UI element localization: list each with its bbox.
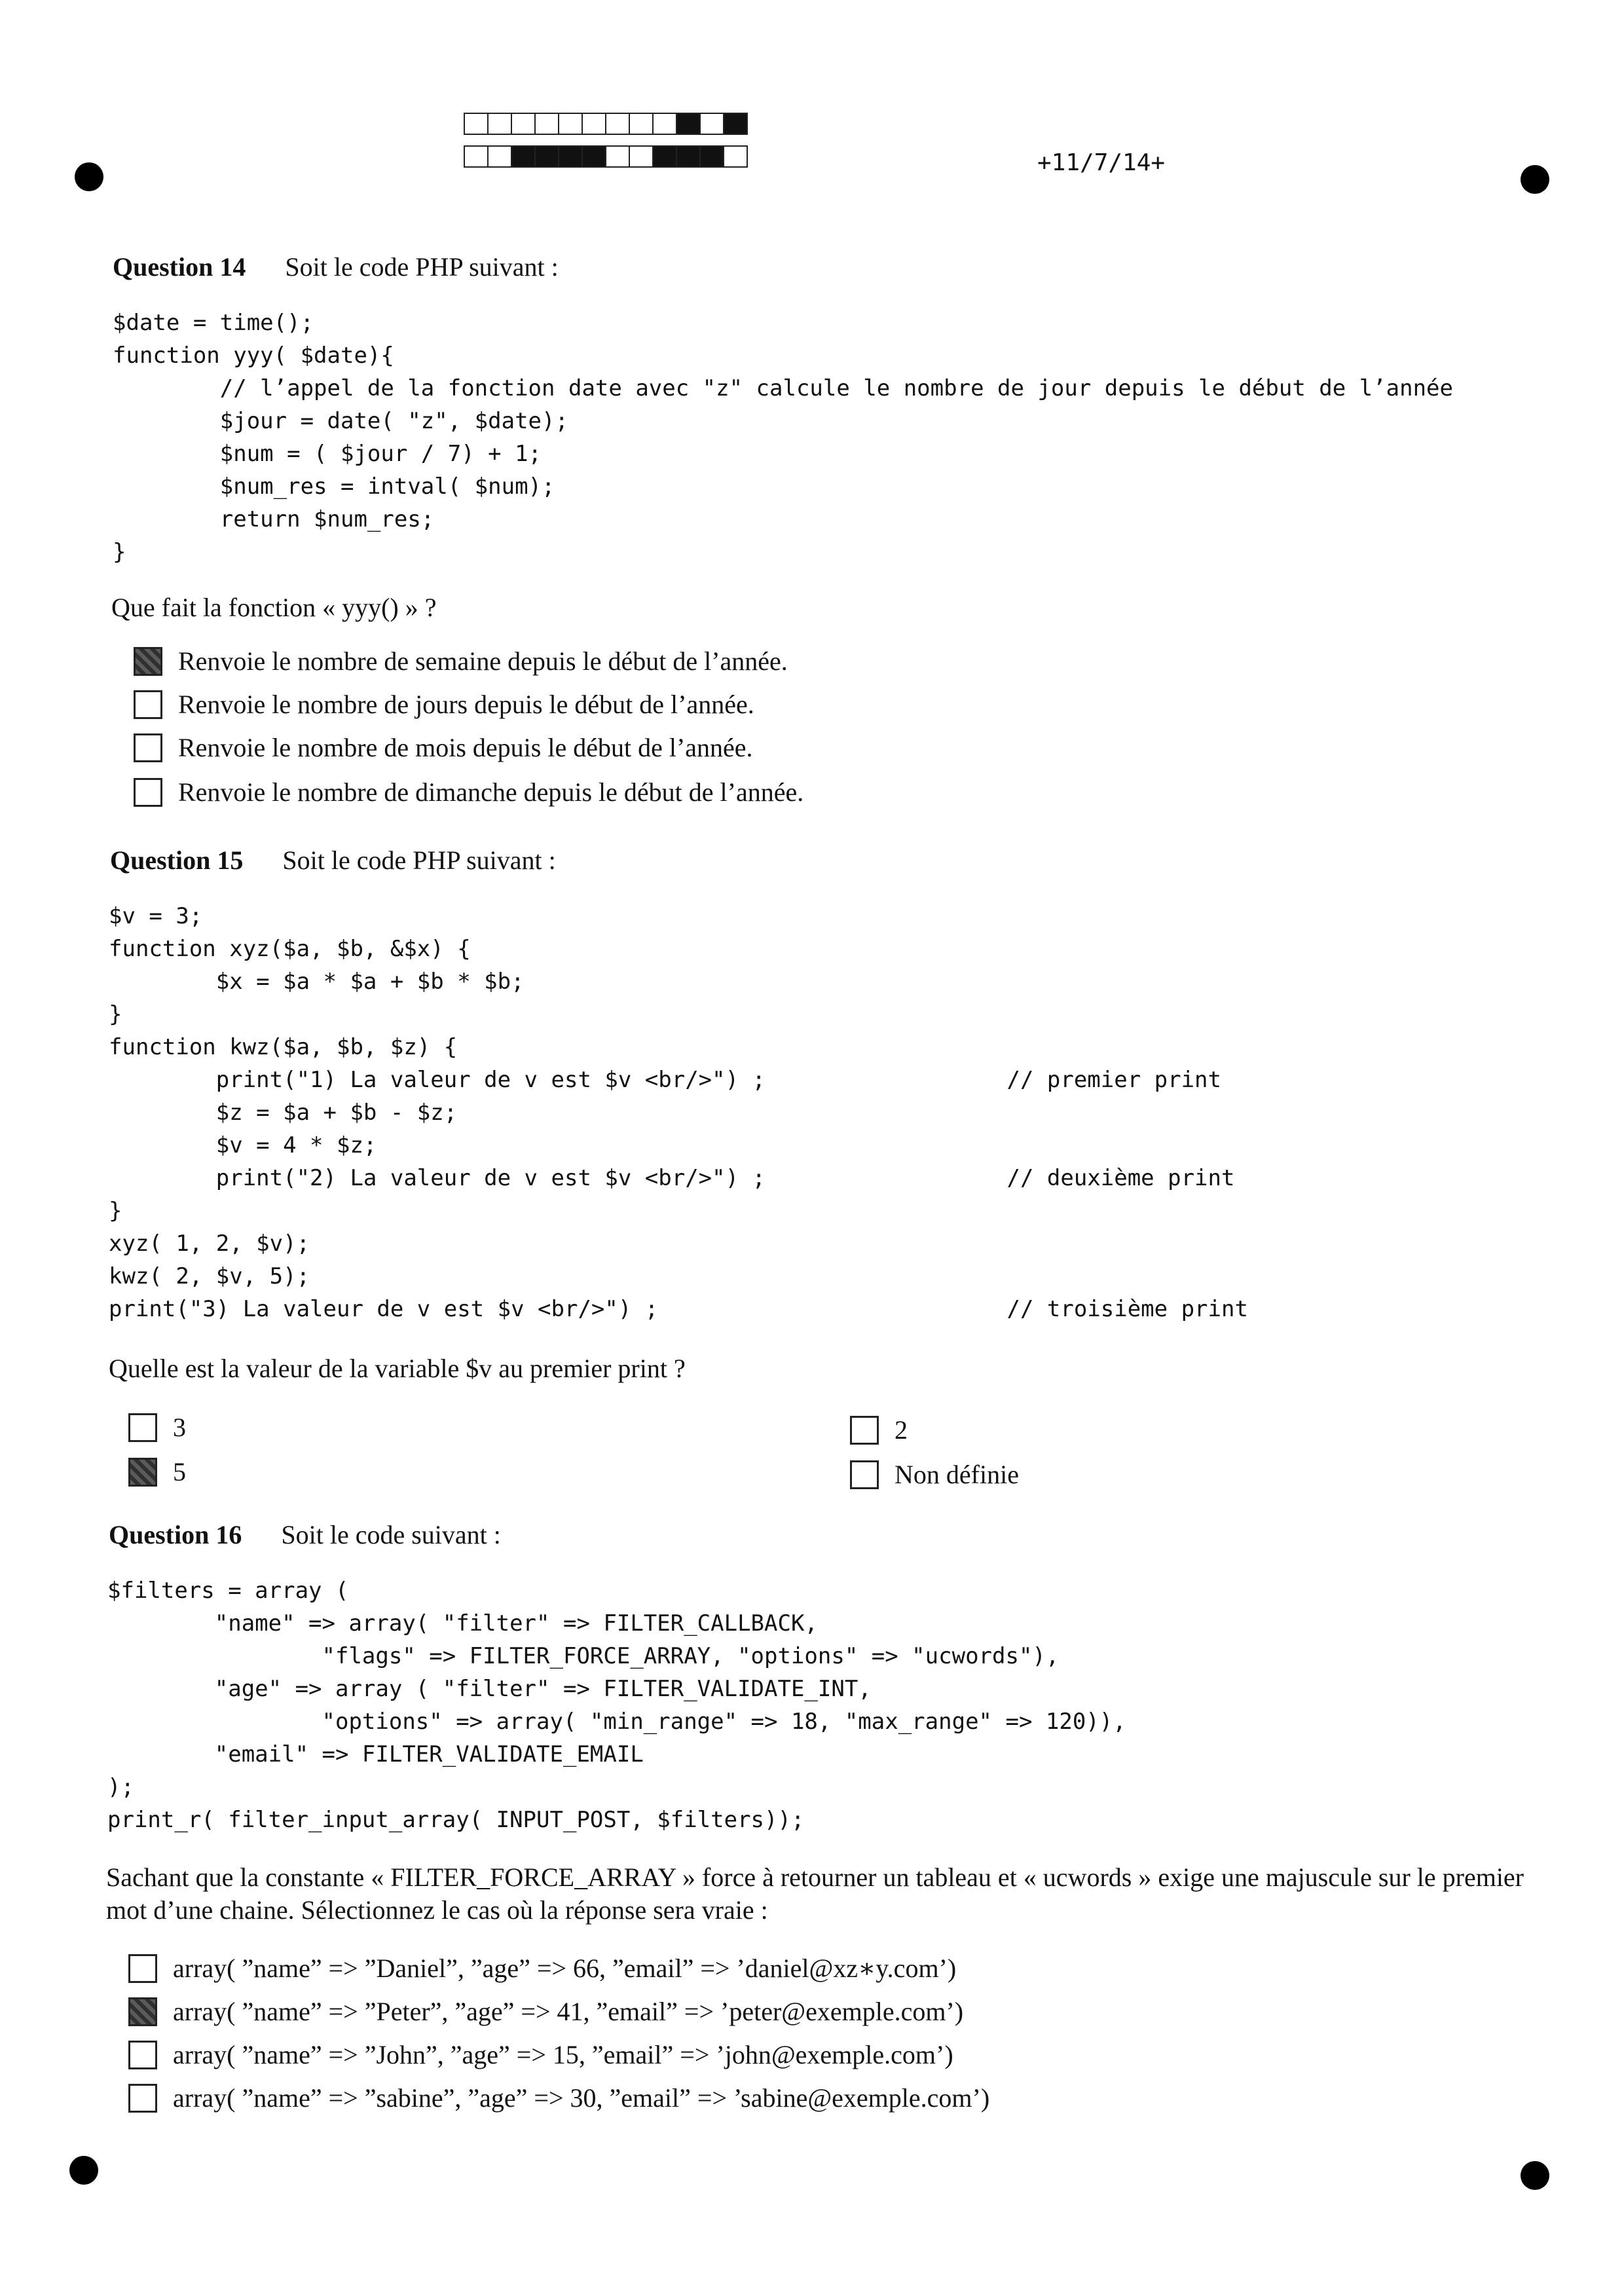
- barcode-row-bottom: [464, 145, 747, 168]
- question-16-prompt: Sachant que la constante « FILTER_FORCE_ARRAY » force à retourner un tableau et « ucwords » exige une majuscule sur le premier mot d’une chaine. Sélectionnez le cas où la réponse sera vraie :: [106, 1862, 1524, 1925]
- barcode-cell: [676, 145, 701, 168]
- barcode-cell: [699, 145, 724, 168]
- question-16-title: Soit le code suivant :: [281, 1520, 501, 1549]
- question-15-number: Question 15: [110, 845, 244, 875]
- question-14-number: Question 14: [113, 252, 246, 282]
- barcode-cell: [629, 113, 654, 135]
- option-label: 2: [895, 1415, 908, 1445]
- question-14-option-3[interactable]: [134, 732, 753, 763]
- registration-mark-top-right: [1521, 165, 1549, 194]
- barcode-row-top: [464, 113, 747, 135]
- option-label: Renvoie le nombre de semaine depuis le début de l’année.: [178, 646, 788, 676]
- checkbox[interactable]: [134, 690, 162, 719]
- option-label: Renvoie le nombre de mois depuis le début de l’année.: [178, 733, 753, 762]
- checkbox[interactable]: [134, 647, 162, 676]
- registration-mark-bottom-left: [69, 2156, 98, 2185]
- barcode-cell: [676, 113, 701, 135]
- barcode-cell: [629, 145, 654, 168]
- checkbox[interactable]: [128, 2041, 157, 2069]
- option-label: array( ”name” => ”Peter”, ”age” => 41, ”email” => ’peter@exemple.com’): [173, 1997, 964, 2026]
- question-14-heading: [113, 251, 559, 282]
- checkbox[interactable]: [128, 1458, 157, 1487]
- barcode-cell: [581, 145, 606, 168]
- barcode-cell: [605, 145, 630, 168]
- question-16-number: Question 16: [109, 1520, 242, 1549]
- checkbox[interactable]: [850, 1416, 879, 1445]
- barcode-cell: [464, 113, 489, 135]
- page-id: +11/7/14+: [1037, 149, 1166, 176]
- question-15-option-a[interactable]: [128, 1412, 186, 1443]
- option-label: Renvoie le nombre de jours depuis le début de l’année.: [178, 690, 754, 719]
- registration-mark-bottom-right: [1521, 2161, 1549, 2190]
- barcode-cell: [511, 145, 536, 168]
- question-16-option-2[interactable]: [128, 1996, 963, 2027]
- question-15-title: Soit le code PHP suivant :: [282, 845, 556, 875]
- question-16-option-3[interactable]: [128, 2039, 953, 2070]
- question-15-option-b[interactable]: [850, 1415, 908, 1445]
- option-label: Renvoie le nombre de dimanche depuis le début de l’année.: [178, 777, 804, 807]
- checkbox[interactable]: [850, 1460, 879, 1489]
- question-16-code: $filters = array ( "name" => array( "filter" => FILTER_CALLBACK, "flags" => FILTER_FORCE_ARRAY, "options" => "ucwords"), "age" => array ( "filter" => FILTER_VALIDATE_INT, "options" => array( "min_range" => 18, "max_range" => 120)), "email" => FILTER_VALIDATE_EMAIL ); print_r( filter_input_array( INPUT_POST, $filters));: [107, 1578, 1126, 1833]
- barcode-cell: [605, 113, 630, 135]
- barcode-cell: [699, 113, 724, 135]
- question-15-option-d[interactable]: [850, 1459, 1019, 1490]
- barcode-cell: [487, 145, 512, 168]
- question-15-option-c[interactable]: [128, 1456, 186, 1487]
- barcode-cell: [723, 145, 748, 168]
- checkbox[interactable]: [128, 1997, 157, 2026]
- barcode-cell: [534, 113, 559, 135]
- barcode-cell: [558, 113, 583, 135]
- option-label: array( ”name” => ”sabine”, ”age” => 30, ”email” => ’sabine@exemple.com’): [173, 2083, 990, 2113]
- barcode-cell: [723, 113, 748, 135]
- option-label: array( ”name” => ”Daniel”, ”age” => 66, ”email” => ’daniel@xz∗y.com’): [173, 1953, 957, 1983]
- barcode-cell: [464, 145, 489, 168]
- option-label: 3: [173, 1413, 186, 1442]
- option-label: Non définie: [895, 1460, 1019, 1489]
- question-16-option-1[interactable]: [128, 1953, 956, 1984]
- question-14-prompt: Que fait la fonction « yyy() » ?: [111, 593, 437, 622]
- checkbox[interactable]: [128, 1954, 157, 1983]
- barcode-cell: [534, 145, 559, 168]
- question-15-prompt: Quelle est la valeur de la variable $v au premier print ?: [109, 1354, 686, 1383]
- barcode-cell: [511, 113, 536, 135]
- question-14-option-4[interactable]: [134, 777, 803, 807]
- question-14-title: Soit le code PHP suivant :: [285, 252, 559, 282]
- barcode-cell: [652, 113, 677, 135]
- option-label: 5: [173, 1457, 186, 1487]
- question-14-option-2[interactable]: [134, 689, 754, 720]
- registration-mark-top-left: [75, 162, 103, 191]
- barcode-cell: [581, 113, 606, 135]
- question-14-option-1[interactable]: [134, 646, 788, 676]
- checkbox[interactable]: [128, 1413, 157, 1442]
- question-14-code: $date = time(); function yyy( $date){ // l’appel de la fonction date avec "z" calcule le nombre de jour depuis le début de l’année $jour = date( "z", $date); $num = ( $jour / 7) + 1; $num_res = intval( $num); return $num_res; }: [113, 310, 1453, 565]
- question-15-code: $v = 3; function xyz($a, $b, &$x) { $x = $a * $a + $b * $b; } function kwz($a, $b, $z) { print("1) La valeur de v est $v <br/>") ; // premier print $z = $a + $b - $z; $v = 4 * $z; print("2) La valeur de v est $v <br/>") ; // deuxième print } xyz( 1, 2, $v); kwz( 2, $v, 5); print("3) La valeur de v est $v <br/>") ; // troisième print: [109, 903, 1248, 1322]
- barcode-cell: [487, 113, 512, 135]
- question-16-heading: [109, 1519, 501, 1550]
- option-label: array( ”name” => ”John”, ”age” => 15, ”email” => ’john@exemple.com’): [173, 2040, 953, 2069]
- question-15-heading: [110, 845, 556, 876]
- question-16-option-4[interactable]: [128, 2083, 989, 2113]
- checkbox[interactable]: [134, 733, 162, 762]
- barcode-cell: [558, 145, 583, 168]
- checkbox[interactable]: [134, 778, 162, 807]
- barcode-cell: [652, 145, 677, 168]
- checkbox[interactable]: [128, 2084, 157, 2113]
